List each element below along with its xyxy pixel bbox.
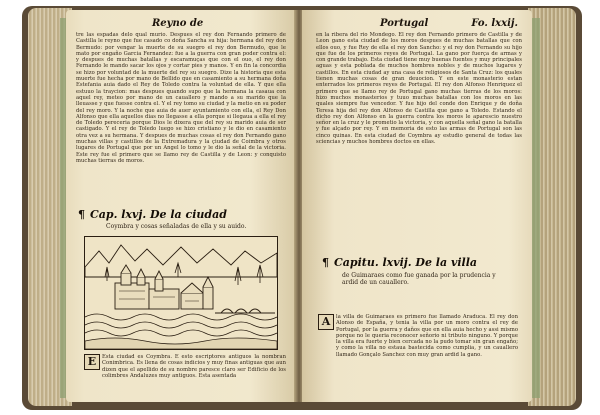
folio-number: Fo. lxxij. <box>471 18 518 29</box>
left-body-text: tre las espadas delo qual murio. Despues el rey don Fernando primero de Castilla le reyno que fue casado co doña Sancha su hija: hermana del rey don Bermudo: por vengar la muerte de su suegro el rey don Bermudo, que le mato por engaño Garcia Fernandez: fue a la guerra con gran poder contra el: y despues de muchas batallas y escaramuças que con el ouo, el rey don Fernando le mando sacar los ojos y cortar pies y manos. Y en fin la concordia se hizo por voluntad de la muerte del rey su suegro. Dize la historia que esta muerte fue hecha por mano de Bellido que en casamiento a su hermana doña Estefania auia dado el Rey de Toledo contra la voluntad de ella. Y que ella estuuo la traycion: mas despues quando supo que la hermana la casaua con aquel rey, meteo por mano de un cauallero y mando a su marido que la lleuasse y que fuesse contra el. Y el rey tomo su ciudad y la metio en su poder del rey moro. Y la noche que auia de auer ayuntamiento con ella, el Rey Don Alfonso que ella aquellos dias no llegasse a ella porque si llegaua a ella el rey de Toledo pereceria porque Dios le dixera que del rey su marido auia de ser castigado. Y el rey de Toledo luego se hizo cristiano y le dio en casamiento otra vez a su hermana. Y despues de muchas cosas el rey don Fernando gano muchas villas y castillos de la Extremadura y la çiudad de Coimbra y otros lugares de Portugal que por un Angel lo tomo y le dio la señal de la victoria. Este rey fue el primero que se llamo rey de Castilla y de Leon: y conquisto muchas tierras de moros. <box>76 32 286 164</box>
left-running-head: Reyno de <box>152 18 204 29</box>
right-body-text: en la ribera del rio Mondego. El rey don Fernando primero de Castilla y de Leon gano esta ciudad de los moros despues de muchas batallas que con ellos ouo, y fue Rey de ella el rey don Sancho: y el rey don Fernando su hijo que fue de los primeros reyes de Portugal. La gano por fuerça de armas y con grande trabajo. Esta ciudad tiene muy buenas fuentes y muy principales aguas y esta poblada de muchos hombres nobles y de muchos lugares y castillos. En esta ciudad ay una casa de religiosos de Santa Cruz: los quales tienen muchas cosas de gran deuocion. Y en este monasterio estan enterrados los primeros reyes de Portugal. El rey don Alfonso Henriquez el primero que se llamo rey de Portugal gano muchas tierras de los moros: hizo muchos monasterios y tuuo muchas batallas con los moros en las quales siempre fue vencedor. Y fue hijo del conde don Enrique y de doña Teresa hija del rey don Alfonso de Castilla que gano a Toledo. Estando el dicho rey don Alfonso en la guerra contra los moros le aparescio nuestro señor en la cruz y le prometio la victoria, y con aquella señal gano la batalla y fue alçado por rey. Y en memoria de esto las armas de Portugal son las cinco quinas. En esta ciudad de Coymbra ay estudio general de todas las sciencias y muchos hombres doctos en ellas. <box>316 32 522 146</box>
coimbra-woodcut-illustration <box>84 236 278 350</box>
left-caption-text: Esta ciudad es Coymbra. E esto escriptores antiguos la nombran Conimbrica. Es llena de cosas indicios y muy finas antiguas que aun dizen que el apellido de su nombre paresce claro ser Edificio de los colimbres Andaluzes muy antiguos. Esta asentada <box>102 354 286 379</box>
left-chapter-subtitle: Coymbra y cosas señaladas de ella y su auido. <box>106 223 247 230</box>
right-green-ribbon <box>532 18 540 398</box>
drop-cap-initial: A <box>318 314 334 330</box>
left-page <box>66 10 296 402</box>
pilcrow-mark: ¶ <box>322 256 329 269</box>
right-chapter-title: Capitu. lxvij. De la villa <box>334 256 477 269</box>
pilcrow-mark: ¶ <box>78 208 85 221</box>
drop-cap-initial: E <box>84 354 100 370</box>
woodcut-drawing <box>85 237 277 349</box>
left-chapter-title: Cap. lxvj. De la ciudad <box>90 208 227 221</box>
right-page <box>302 10 532 402</box>
right-body-text-2: la villa de Guimaraes es primero fue llamado Araduca. El rey don Alonso de España, y tenia la villa por un moro contra el rey de Portugal, por la guerra y daños que en ella auia hecho y assi mismo porque no le queria reconocer señorio ni tributo ninguno. Y porque la villa era fuerte y bien cercada no la pudo tomar sin gran engaño; y como la villa no estaua bastecida como cumplia, y un cauallero llamado Gonçalo Sanchez con muy gran ardid la gano. <box>336 314 518 358</box>
right-running-head: Portugal <box>380 18 429 29</box>
right-chapter-subtitle: de Guimaraes como fue ganada por la prudencia y ardid de un cauallero. <box>342 272 496 286</box>
